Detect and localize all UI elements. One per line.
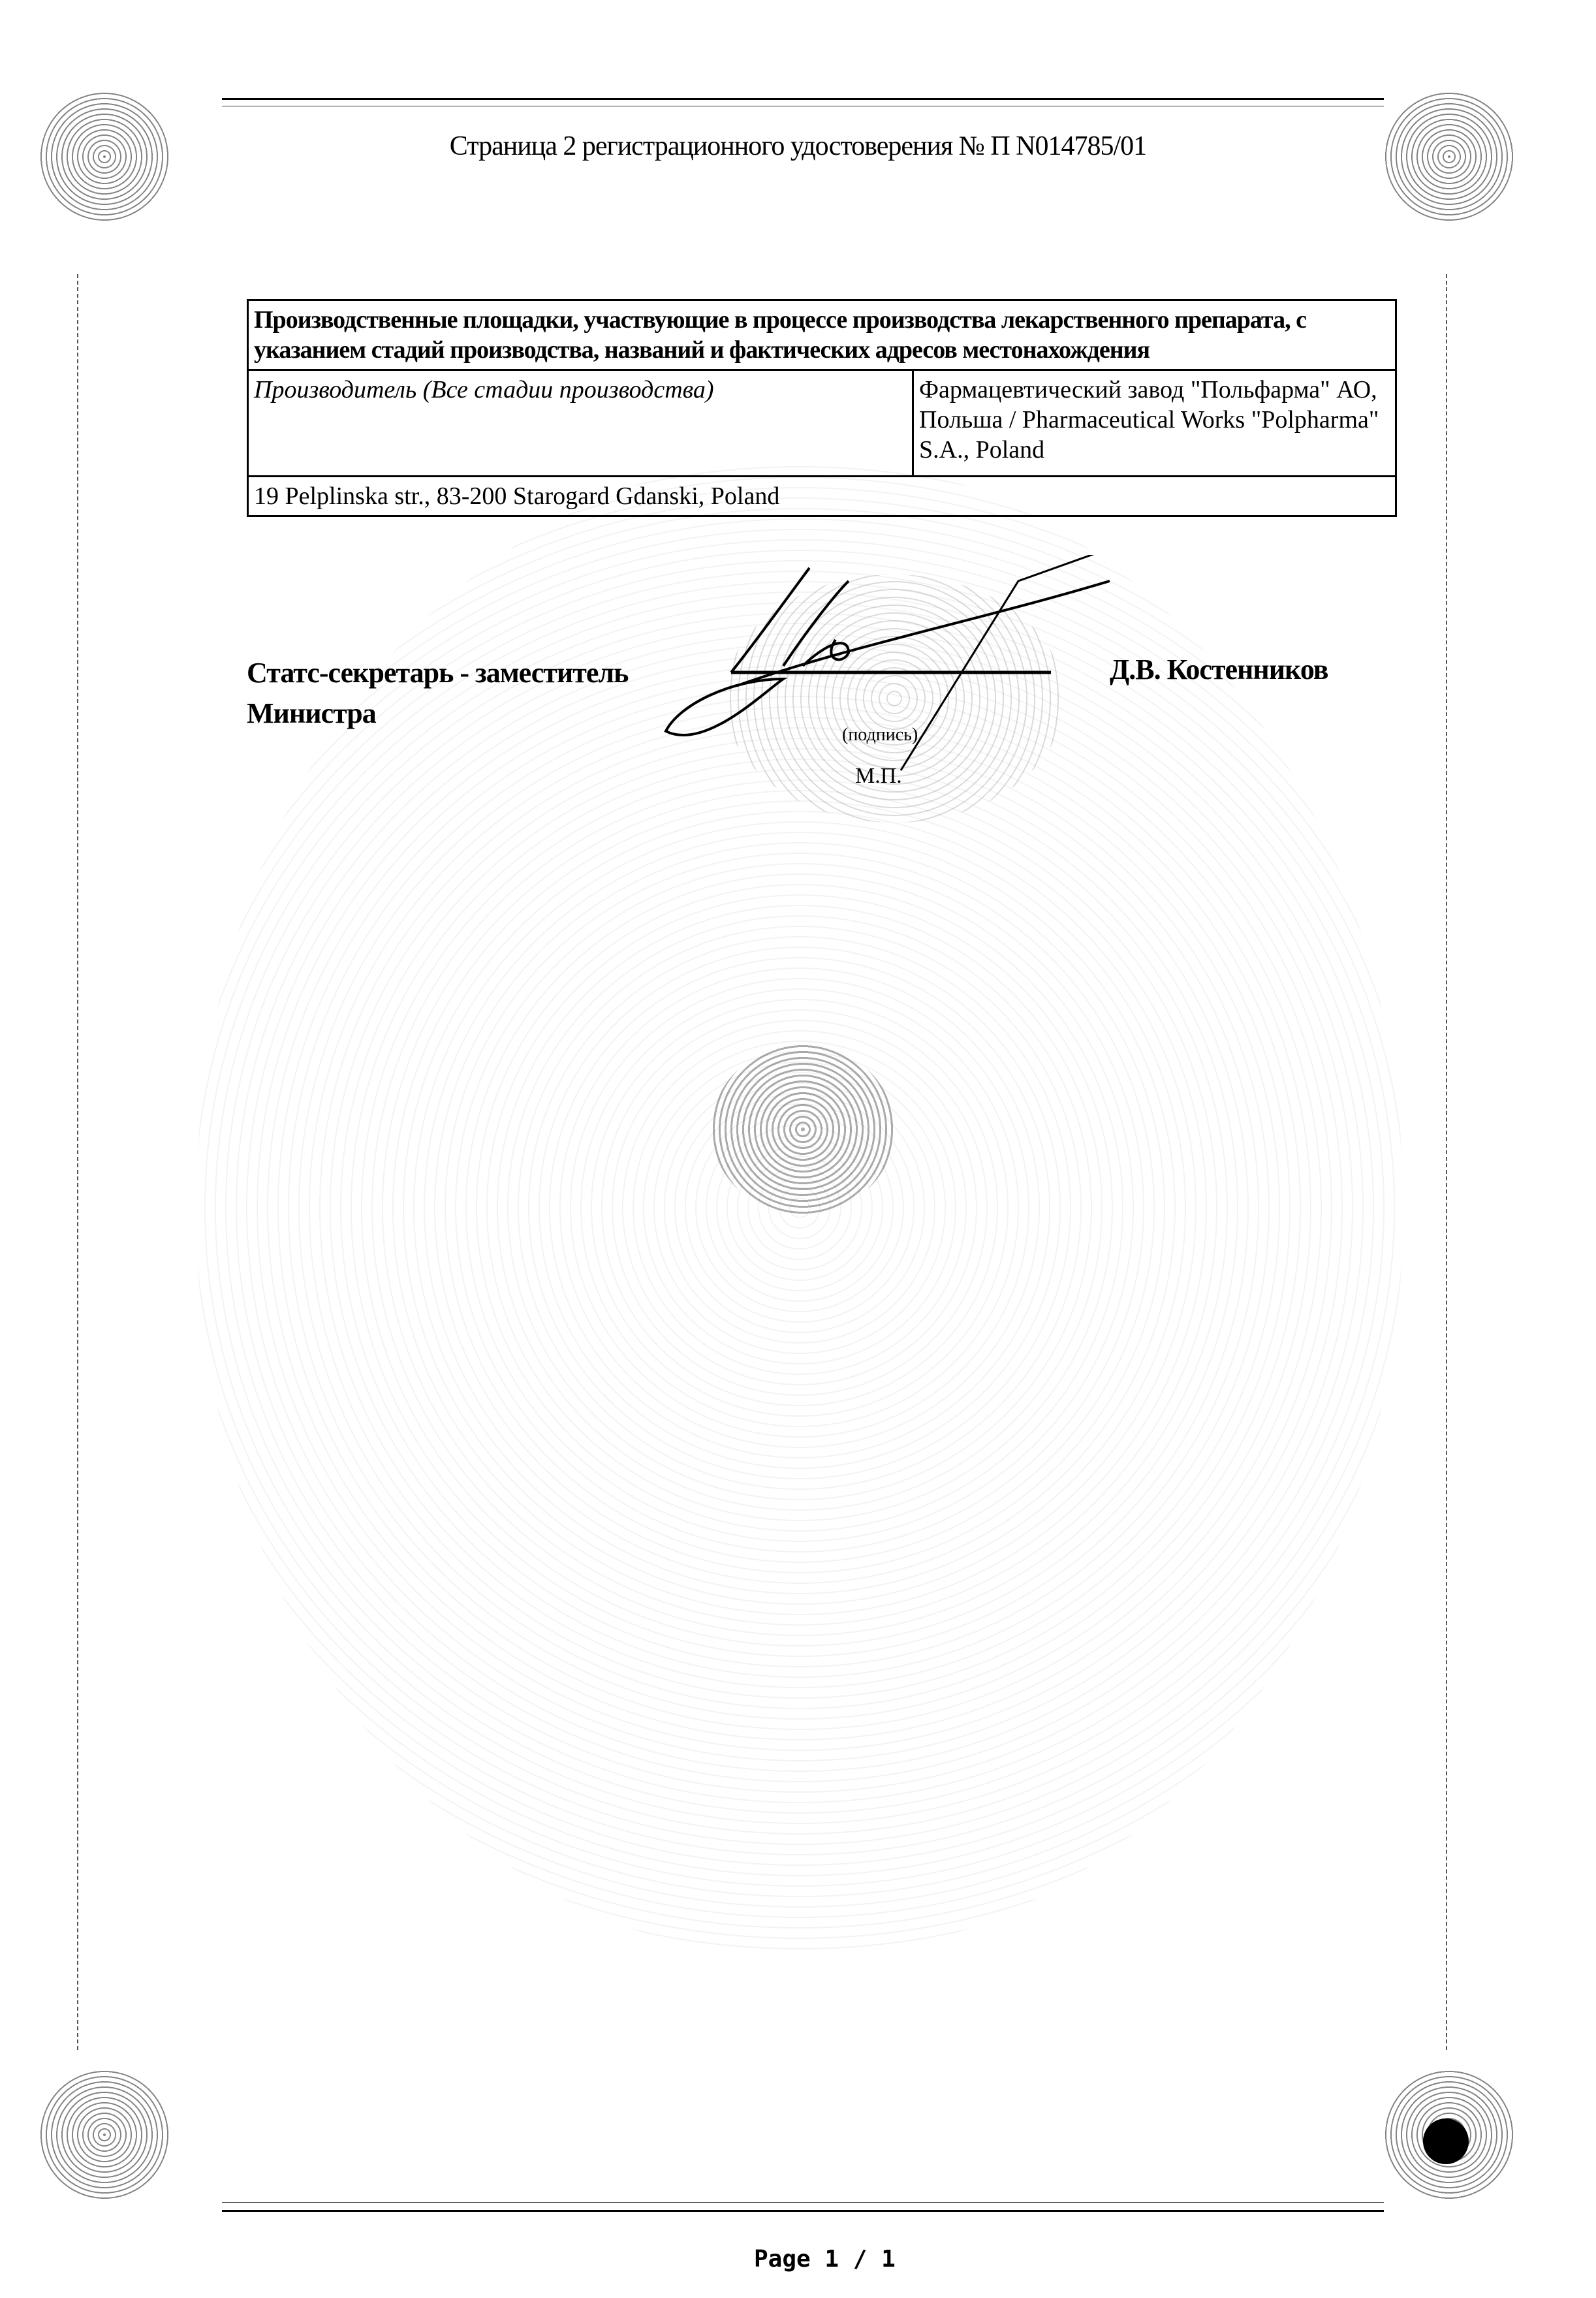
signatory-position: Статс-секретарь - заместитель Министра <box>247 657 629 729</box>
frame-bottom-border-inner <box>222 2202 1384 2203</box>
table-header-cell: Производственные площадки, участвующие в процессе производства лекарственного препарата, с указанием стадий производства, названий и фактических адресов местонахождения <box>248 300 1396 370</box>
manufacturer-cell: Фармацевтический завод "Польфарма" АО, Польша / Pharmaceutical Works "Polpharma" S.A., Poland <box>913 370 1396 477</box>
corner-rosette-bottom-left <box>39 2070 170 2200</box>
frame-right-border <box>1446 274 1447 2050</box>
signature-caption: (подпись) <box>842 725 918 745</box>
frame-bottom-border <box>222 2210 1384 2212</box>
seal-caption: М.П. <box>855 764 902 788</box>
handwritten-signature <box>653 555 1149 790</box>
frame-left-border <box>77 274 78 2050</box>
production-sites-table <box>247 299 1397 517</box>
corner-dot <box>1423 2118 1469 2164</box>
signatory-name: Д.В. Костенников <box>1110 653 1328 685</box>
production-stage-cell: Производитель (Все стадии производства) <box>248 370 913 477</box>
watermark-center-rosette <box>712 1045 894 1214</box>
table-row <box>248 370 1396 477</box>
table-header-row <box>248 300 1396 370</box>
address-row <box>248 477 1396 516</box>
address-cell: 19 Pelplinska str., 83-200 Starogard Gdanski, Poland <box>248 477 1396 516</box>
page-title: Страница 2 регистрационного удостоверения № П N014785/01 <box>449 131 1147 161</box>
page-number: Page 1 / 1 <box>754 2246 896 2273</box>
frame-top-border <box>222 98 1384 100</box>
